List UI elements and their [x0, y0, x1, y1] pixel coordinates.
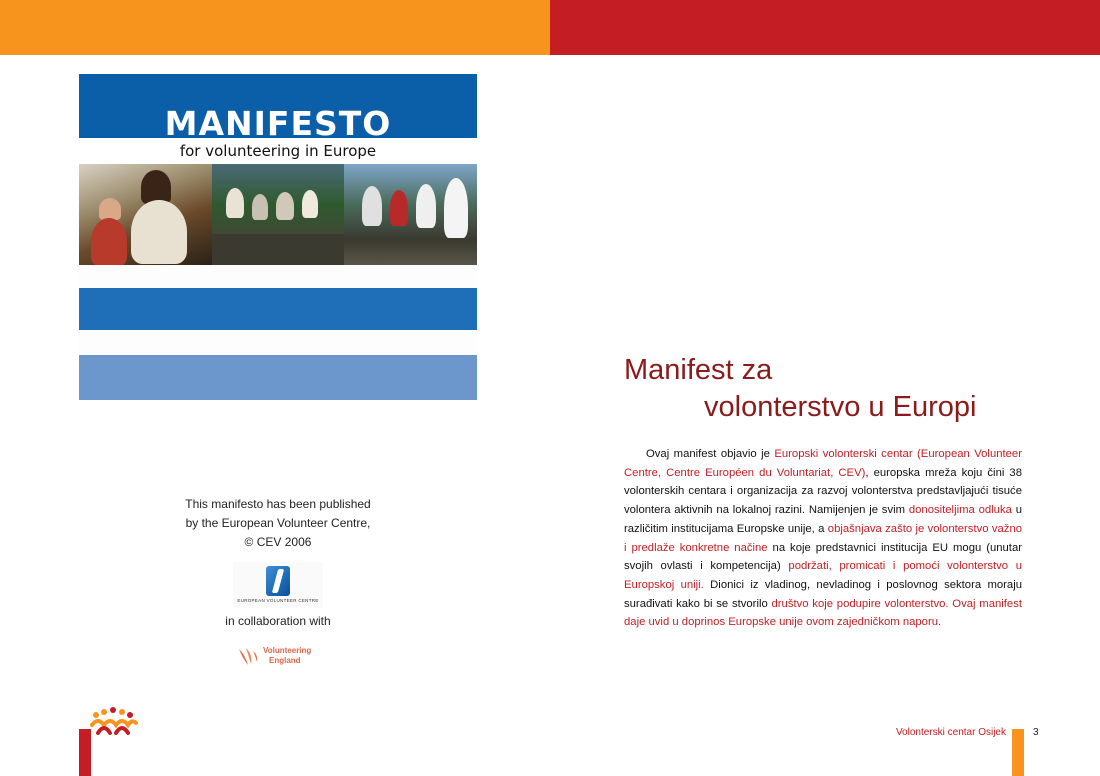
cover-light-blue-band	[79, 355, 477, 400]
volunteer-photo-3	[344, 164, 477, 265]
body-segment-5: Dionici iz vladinog, nevladinog i poslovnog sektora moraju surađivati kako bi se stvorilo	[624, 578, 1022, 610]
evc-logo-text: EUROPEAN VOLUNTEER CENTRE	[237, 598, 319, 603]
volunteering-england-text	[263, 646, 311, 666]
volunteering-england-mark-icon	[237, 645, 259, 667]
page-number: 3	[1033, 727, 1039, 738]
european-volunteer-centre-logo	[233, 562, 323, 608]
cover-blue-band	[79, 288, 477, 330]
publication-line-1: This manifesto has been published	[185, 497, 371, 511]
evc-emblem-icon	[266, 566, 290, 596]
body-highlight-5: društvo koje podupire volonterstvo. Ovaj manifest daje uvid u doprinos Europske unije ovom zajedničkom naporu.	[624, 597, 1022, 629]
volunteering-england-logo	[233, 640, 323, 672]
volunteer-centre-logo-icon	[90, 707, 138, 737]
manifesto-cover-image	[79, 74, 477, 400]
volunteer-photo-2	[212, 164, 345, 265]
body-segment-1: Ovaj manifest objavio je	[646, 448, 775, 460]
top-orange-band	[0, 0, 550, 55]
publication-line-2: by the European Volunteer Centre,	[185, 516, 371, 530]
left-footer-red-bar	[79, 729, 91, 776]
top-red-band	[550, 0, 1100, 55]
cover-title: MANIFESTO	[164, 104, 392, 143]
body-segment-4: na koje predstavnici institucija EU mogu (unutar svojih ovlasti i kompetencija)	[624, 541, 1022, 573]
ve-logo-line-2: England	[269, 656, 301, 665]
body-highlight-1: Europski volonterski centar (European Volunteer Centre, Centre Européen du Voluntariat, CEV)	[624, 448, 1022, 479]
page-title-line-1: Manifest za	[624, 354, 773, 386]
publication-statement	[79, 495, 477, 552]
ve-logo-line-1: Volunteering	[263, 646, 312, 655]
body-highlight-3: objašnjava zašto je volonterstvo važno i predlaže konkretne načine	[624, 522, 1023, 554]
right-footer-orange-bar	[1012, 729, 1024, 776]
body-segment-3: u različitim institucijama Europske unije, a	[624, 504, 1022, 535]
cover-subtitle: for volunteering in Europe	[179, 142, 377, 160]
footer-organization: Volonterski centar Osijek	[895, 727, 1006, 738]
publication-line-3: © CEV 2006	[244, 535, 312, 549]
page-title-line-2: volonterstvo u Europi	[704, 391, 977, 423]
volunteer-photo-1	[79, 164, 212, 265]
collaboration-text: in collaboration with	[225, 614, 331, 628]
manifesto-intro-paragraph	[624, 445, 1022, 632]
body-highlight-4: podržati, promicati i pomoći volonterstvo u Europskoj uniji.	[624, 560, 1023, 591]
body-highlight-2: donositeljima odluka	[908, 504, 1012, 517]
cover-photo-strip	[79, 164, 477, 265]
body-segment-2: , europska mreža koju čini 38 volonterskih centara i organizacija za razvoj volonterstva predstavljajući tisuće volontera aktivnih na lokalnoj razini. Namijenjen je svim	[624, 466, 1022, 517]
